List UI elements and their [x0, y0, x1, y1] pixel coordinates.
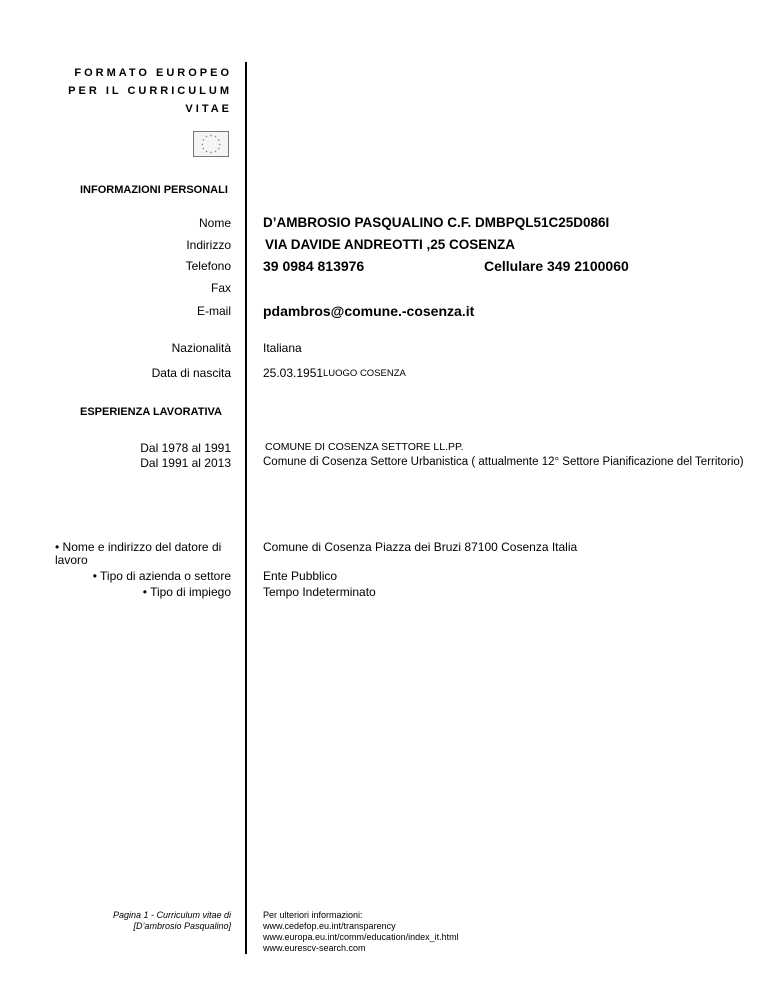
header-line-2: PER IL CURRICULUM [68, 85, 232, 97]
vertical-divider [245, 62, 247, 954]
svg-text:*: * [202, 138, 205, 144]
value-birth-date: 25.03.1951 [263, 366, 324, 380]
header-line-1: FORMATO EUROPEO [74, 67, 232, 79]
value-birth-place: LUOGO COSENZA [323, 368, 406, 379]
svg-text:*: * [217, 138, 220, 144]
label-phone: Telefono [185, 259, 231, 273]
eu-flag-icon [193, 131, 229, 157]
section-work-experience: ESPERIENZA LAVORATIVA [80, 406, 222, 418]
value-employer: Comune di Cosenza Piazza dei Bruzi 87100 Cosenza Italia [263, 540, 578, 554]
value-mobile: Cellulare 349 2100060 [484, 258, 629, 274]
period-1: Dal 1978 al 1991 [140, 441, 231, 455]
svg-text:*: * [202, 147, 205, 152]
value-nationality: Italiana [263, 341, 302, 355]
svg-text:*: * [205, 150, 208, 155]
value-name: D’AMBROSIO PASQUALINO C.F. DMBPQL51C25D086I [263, 215, 610, 230]
period-2: Dal 1991 al 2013 [140, 456, 231, 470]
footer-link-eurescv[interactable]: www.eurescv-search.com [263, 943, 366, 953]
svg-text:*: * [214, 135, 217, 141]
label-address: Indirizzo [186, 238, 231, 252]
label-employer-line-1: • Nome e indirizzo del datore di [55, 540, 222, 554]
footer-page-line-2: [D’ambrosio Pasqualino] [133, 921, 231, 931]
header-line-3: VITAE [185, 103, 232, 115]
label-sector: • Tipo di azienda o settore [92, 569, 231, 583]
footer-page-line-1: Pagina 1 - Curriculum vitae di [112, 910, 231, 920]
value-email: pdambros@comune.-cosenza.it [263, 303, 475, 319]
label-birth-date: Data di nascita [151, 366, 231, 380]
label-email: E-mail [196, 304, 231, 318]
svg-text:*: * [210, 151, 212, 156]
svg-text:*: * [218, 142, 221, 148]
svg-text:*: * [217, 147, 220, 152]
label-nationality: Nazionalità [171, 341, 231, 355]
role-2: Comune di Cosenza Settore Urbanistica ( attualmente 12° Settore Pianificazione del Territorio) [263, 456, 744, 468]
value-address: VIA DAVIDE ANDREOTTI ,25 COSENZA [265, 237, 516, 252]
footer-info-line-1: Per ulteriori informazioni: [263, 910, 363, 920]
footer-link-europa[interactable]: www.europa.eu.int/comm/education/index_it.html [263, 932, 459, 942]
label-fax: Fax [210, 281, 231, 295]
svg-text:*: * [205, 135, 208, 141]
value-phone: 39 0984 813976 [263, 258, 365, 274]
svg-text:*: * [214, 150, 217, 155]
label-employer-line-2: lavoro [55, 553, 88, 567]
label-job-type: • Tipo di impiego [142, 585, 231, 599]
role-1: COMUNE DI COSENZA SETTORE LL.PP. [265, 441, 464, 453]
svg-text:*: * [201, 142, 204, 148]
section-personal-info: INFORMAZIONI PERSONALI [80, 184, 228, 196]
svg-text:*: * [210, 134, 212, 139]
footer-link-cedefop[interactable]: www.cedefop.eu.int/transparency [263, 921, 396, 931]
value-sector: Ente Pubblico [263, 569, 338, 583]
label-name: Nome [198, 216, 231, 230]
value-job-type: Tempo Indeterminato [263, 585, 376, 599]
